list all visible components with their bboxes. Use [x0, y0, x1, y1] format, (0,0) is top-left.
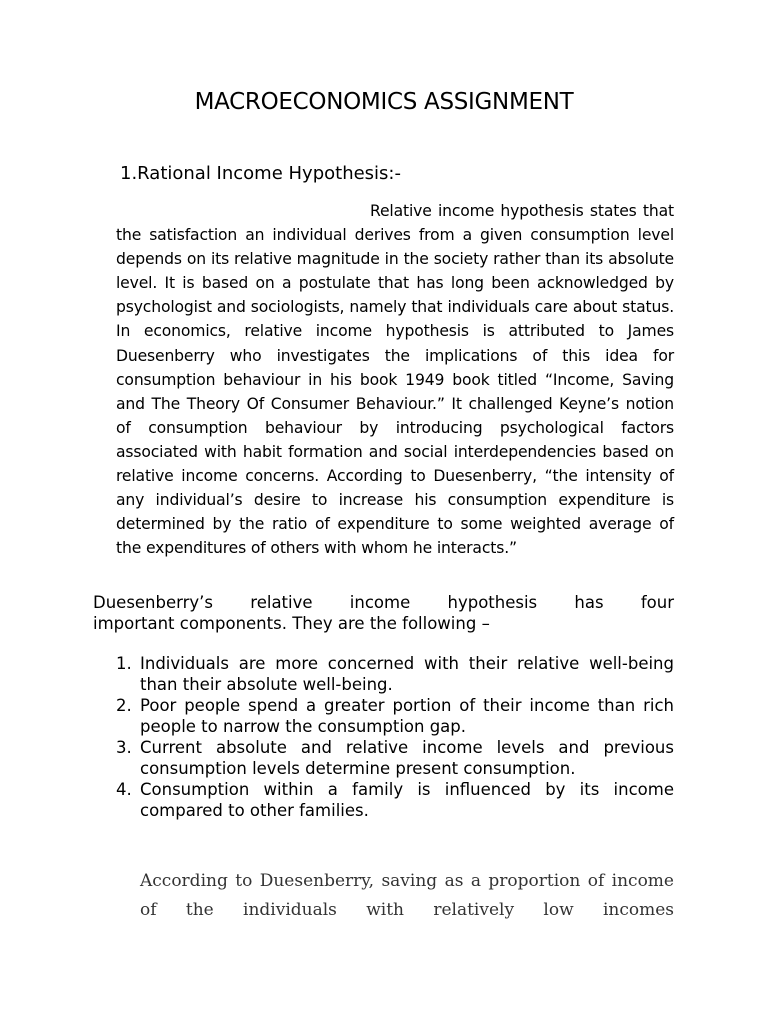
list-item: [116, 779, 674, 821]
list-item-number: 1.: [116, 654, 132, 673]
paragraph-first-line: Relative income hypothesis states that: [370, 202, 674, 220]
list-item-text: Poor people spend a greater portion of their income than rich people to narrow the consumption gap.: [140, 696, 674, 736]
document-title: MACROECONOMICS ASSIGNMENT: [194, 89, 574, 115]
components-list: [116, 653, 674, 821]
paragraph-saving: According to Duesenberry, saving as a proportion of income of the individuals with relatively low incomes: [140, 871, 674, 920]
paragraph-body: the satisfaction an individual derives from a given consumption level depends on its relative magnitude in the society rather than its absolute level. It is based on a postulate that has long been acknowledged by psychologist and sociologists, namely that individuals care about status. In economics, relative income hypothesis is attributed to James Duesenberry who investigates the implications of this idea for consumption behaviour in his book 1949 book titled “Income, Saving and The Theory Of Consumer Behaviour.” It challenged Keyne’s notion of consumption behaviour by introducing psychological factors associated with habit formation and social interdependencies based on relative income concerns. According to Duesenberry, “the intensity of any individual’s desire to increase his consumption expenditure is determined by the ratio of expenditure to some weighted average of the expenditures of others with whom he interacts.”: [116, 226, 674, 558]
list-item-number: 2.: [116, 696, 132, 715]
list-item: [116, 737, 674, 779]
paragraph-relative-income: [116, 199, 674, 560]
list-item-text: Individuals are more concerned with their relative well-being than their absolute well-being.: [140, 654, 674, 694]
list-item-text: Current absolute and relative income levels and previous consumption levels determine present consumption.: [140, 738, 674, 778]
components-intro-line-2: important components. They are the following –: [93, 614, 490, 633]
section-heading: 1.Rational Income Hypothesis:-: [120, 163, 401, 184]
paragraph-components-intro: [93, 592, 674, 634]
list-item-number: 4.: [116, 780, 132, 799]
list-item-text: Consumption within a family is influenced by its income compared to other families.: [140, 780, 674, 820]
list-item-number: 3.: [116, 738, 132, 757]
components-intro-line-1: Duesenberry’s relative income hypothesis has four: [93, 593, 674, 612]
list-item: [116, 653, 674, 695]
list-item: [116, 695, 674, 737]
